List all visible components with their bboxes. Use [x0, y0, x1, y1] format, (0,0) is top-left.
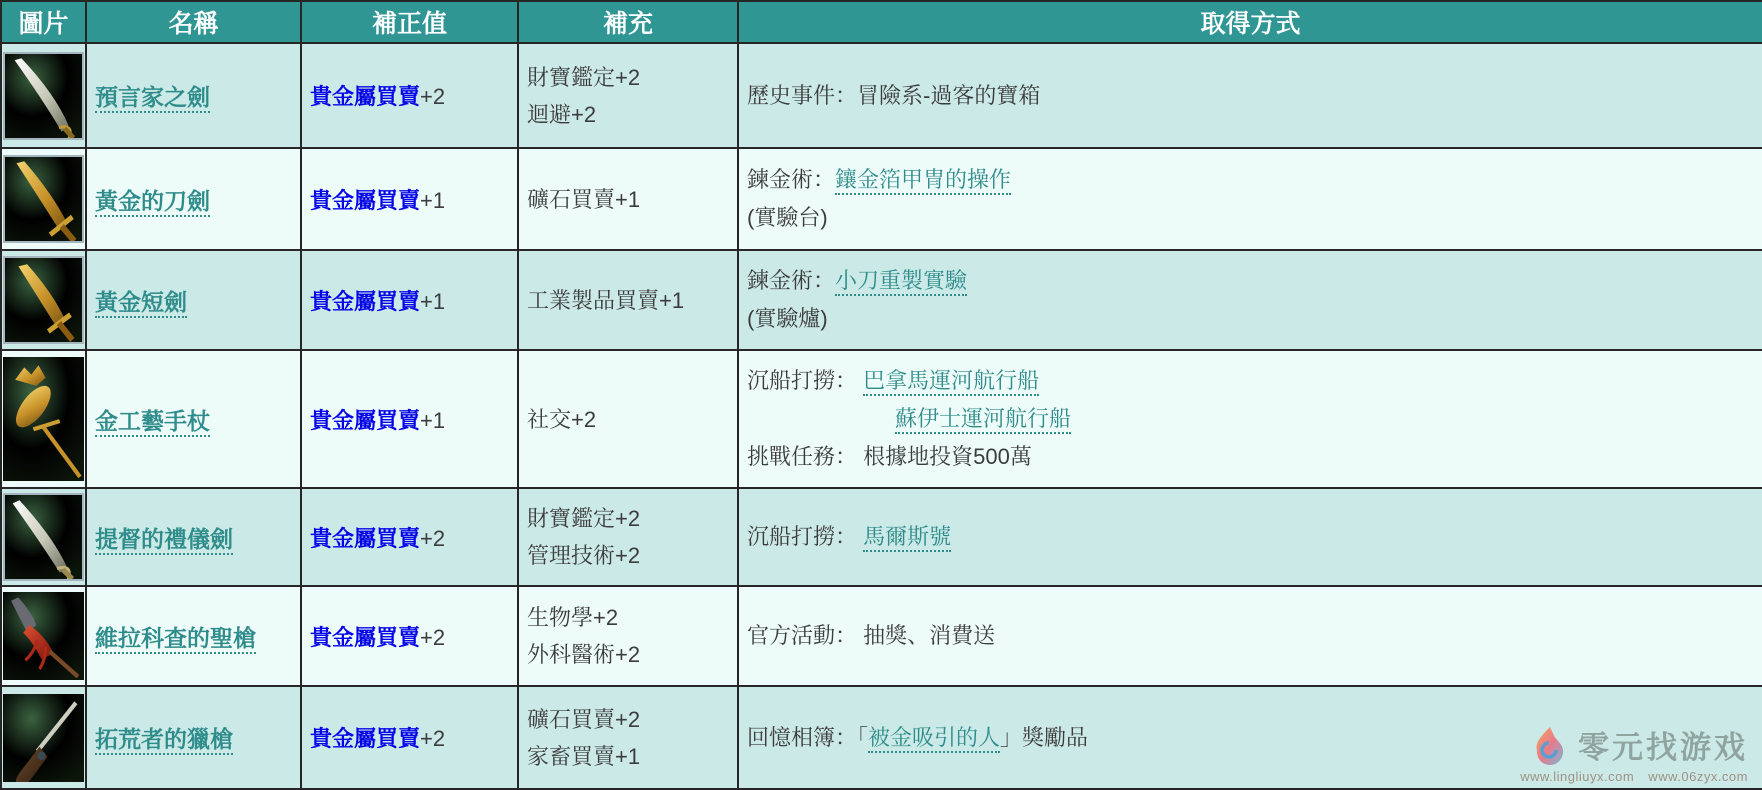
col-header-bonus: 補正值 [301, 1, 518, 43]
bonus-skill-link[interactable]: 貴金屬買賣 [310, 726, 421, 751]
item-image-cell [1, 43, 86, 148]
bonus-skill-link[interactable]: 貴金屬買賣 [310, 624, 421, 650]
supplement-line: 工業製品買賣+1 [527, 287, 685, 313]
bonus-value: +2 [420, 84, 446, 110]
acquisition-link[interactable]: 小刀重製實驗 [835, 268, 967, 296]
acquisition-text: 鍊金術： [747, 268, 836, 294]
table-row [1, 586, 1762, 686]
acquisition-text: 沉船打撈： [747, 524, 864, 550]
bonus-skill-link[interactable]: 貴金屬買賣 [310, 84, 421, 110]
bonus-value: +2 [420, 525, 446, 551]
supplement-line: 迴避+2 [527, 101, 597, 127]
hunting-rifle-image [3, 694, 84, 782]
acquisition-text: 挑戰任務： 根據地投資500萬 [747, 444, 1032, 470]
table-row [1, 148, 1762, 250]
bonus-skill-link[interactable]: 貴金屬買賣 [310, 288, 421, 314]
col-header-acquisition: 取得方式 [738, 1, 1762, 43]
gold-shortsword-image [3, 256, 84, 344]
watermark-flame-icon [1530, 725, 1570, 765]
site-watermark [1520, 722, 1748, 784]
item-image-cell [1, 148, 86, 250]
supplement-line: 財寶鑑定+2 [527, 506, 641, 532]
table-row [1, 43, 1762, 148]
item-name-link[interactable]: 預言家之劍 [95, 84, 210, 113]
acquisition-text: 沉船打撈： [747, 368, 864, 394]
supplement-line: 生物學+2 [527, 605, 619, 631]
acquisition-text: 」獎勵品 [1000, 724, 1089, 750]
acquisition-link[interactable]: 被金吸引的人 [868, 725, 1000, 753]
supplement-line: 財寶鑑定+2 [527, 64, 641, 90]
item-image-cell [1, 686, 86, 789]
acquisition-link[interactable]: 巴拿馬運河航行船 [863, 368, 1039, 396]
supplement-line: 社交+2 [527, 406, 597, 432]
acquisition-text: 官方活動： 抽獎、消費送 [747, 623, 996, 649]
acquisition-text: 歷史事件：冒險系-過客的寶箱 [747, 82, 1041, 108]
acquisition-text: 回憶相簿：「 [747, 724, 869, 750]
item-image-cell [1, 350, 86, 488]
curved-saber-image [3, 52, 84, 140]
gold-sword-image [3, 155, 84, 243]
item-name-link[interactable]: 維拉科查的聖槍 [95, 625, 256, 654]
watermark-urls: www.lingliuyx.com www.06zyx.com [1520, 769, 1748, 784]
table-header-row [1, 1, 1762, 43]
supplement-line: 外科醫術+2 [527, 642, 641, 668]
table-row [1, 350, 1762, 488]
bonus-value: +1 [420, 288, 446, 314]
item-image-cell [1, 586, 86, 686]
item-name-link[interactable]: 黃金的刀劍 [95, 188, 210, 217]
item-name-link[interactable]: 提督的禮儀劍 [95, 526, 233, 555]
acquisition-text: 鍊金術： [747, 167, 836, 193]
bonus-value: +2 [420, 624, 446, 650]
bonus-value: +1 [420, 187, 446, 213]
table-row [1, 686, 1762, 789]
ceremonial-saber-image [3, 493, 84, 581]
bonus-skill-link[interactable]: 貴金屬買賣 [310, 187, 421, 213]
bonus-skill-link[interactable]: 貴金屬買賣 [310, 525, 421, 551]
gold-staff-image [3, 357, 84, 481]
bonus-value: +1 [420, 407, 446, 433]
table-row [1, 250, 1762, 350]
red-spear-image [3, 592, 84, 680]
acquisition-text: (實驗爐) [747, 306, 828, 332]
acquisition-link[interactable]: 蘇伊士運河航行船 [895, 406, 1071, 434]
col-header-supplement: 補充 [518, 1, 738, 43]
item-name-link[interactable]: 拓荒者的獵槍 [95, 726, 233, 755]
col-header-name: 名稱 [86, 1, 301, 43]
item-name-link[interactable]: 黃金短劍 [95, 289, 187, 318]
acquisition-link[interactable]: 馬爾斯號 [863, 524, 951, 552]
col-header-image: 圖片 [1, 1, 86, 43]
watermark-title: 零元找游戏 [1578, 730, 1748, 765]
supplement-line: 礦石買賣+1 [527, 186, 641, 212]
supplement-line: 家畜買賣+1 [527, 743, 641, 769]
bonus-value: +2 [420, 726, 446, 751]
supplement-line: 管理技術+2 [527, 543, 641, 569]
bonus-skill-link[interactable]: 貴金屬買賣 [310, 407, 421, 433]
item-image-cell [1, 250, 86, 350]
item-name-link[interactable]: 金工藝手杖 [95, 408, 210, 437]
acquisition-link[interactable]: 鑲金箔甲冑的操作 [835, 167, 1011, 195]
acquisition-text: (實驗台) [747, 205, 828, 231]
item-image-cell [1, 488, 86, 586]
table-row [1, 488, 1762, 586]
supplement-line: 礦石買賣+2 [527, 706, 641, 732]
